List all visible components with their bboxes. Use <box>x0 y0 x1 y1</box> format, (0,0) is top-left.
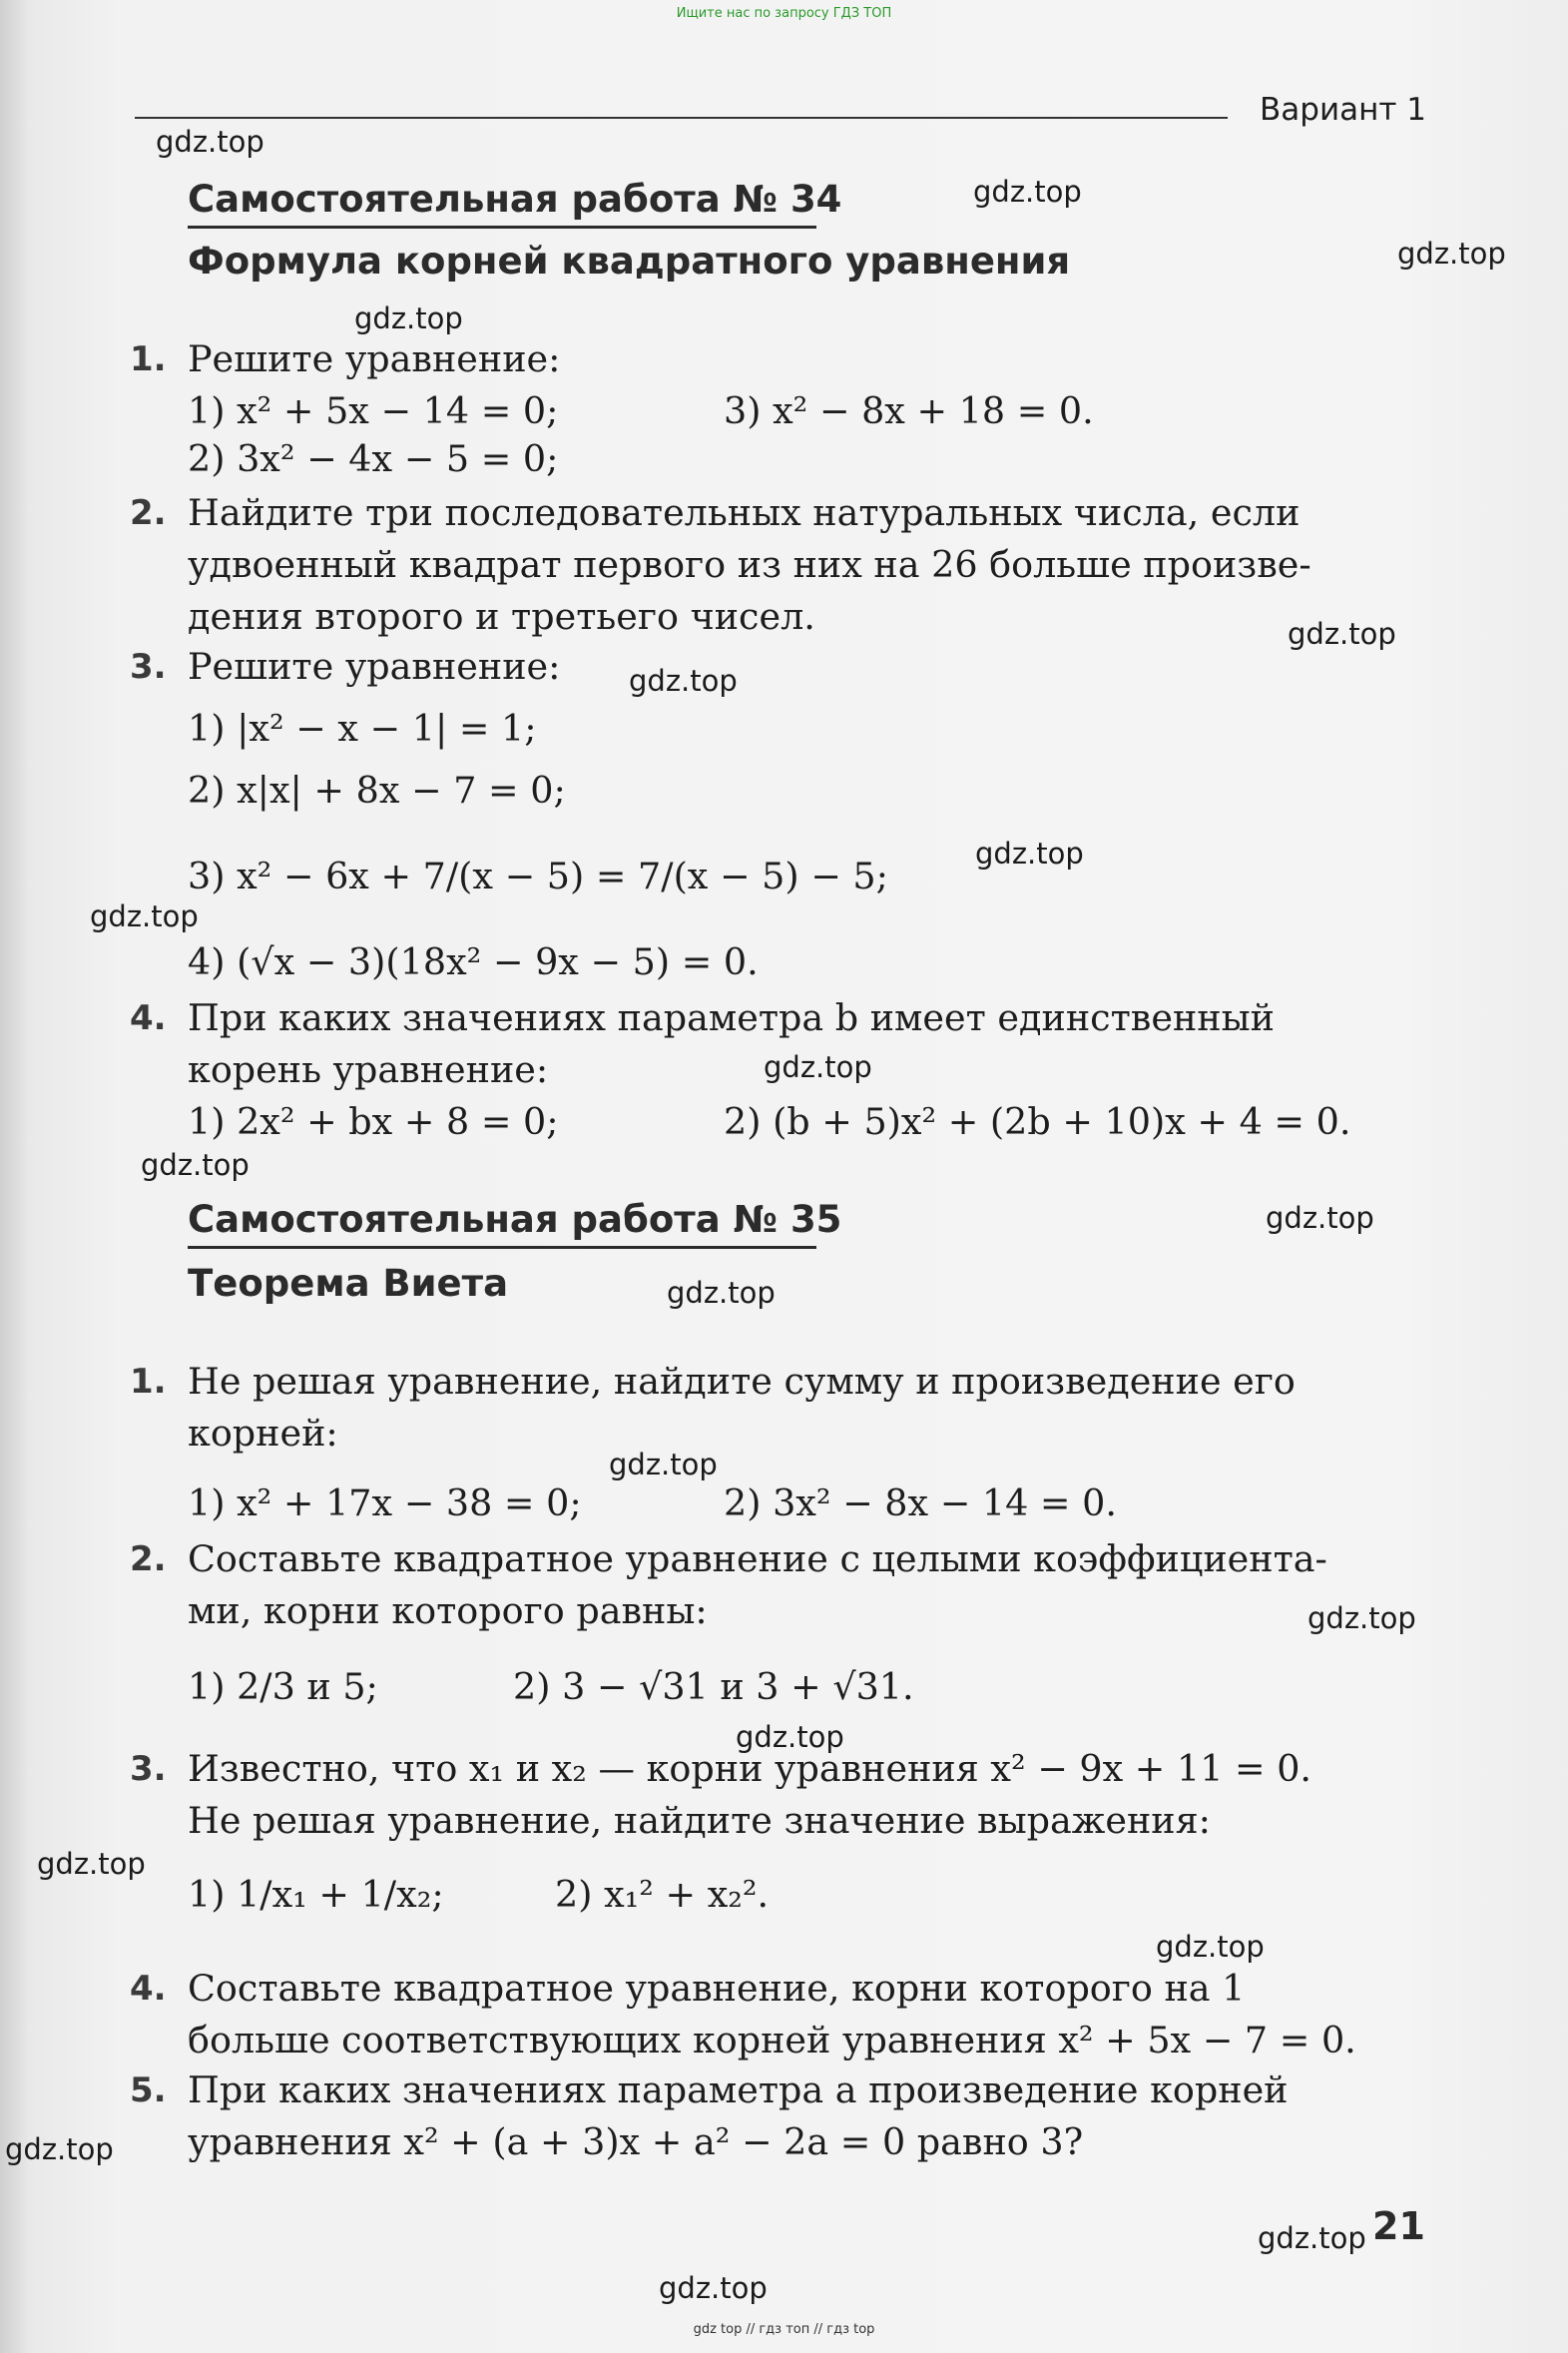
watermark: gdz.top <box>141 1148 250 1182</box>
watermark: gdz.top <box>629 664 738 698</box>
task-text: корней: <box>188 1412 338 1455</box>
task-number: 2. <box>130 493 167 533</box>
bottom-note: gdz top // гдз топ // гдз top <box>693 2322 875 2337</box>
equation-1-2: 2) 3x² − 4x − 5 = 0; <box>188 437 559 480</box>
task-text: Решите уравнение: <box>188 337 561 380</box>
section-35-title: Самостоятельная работа № 35 <box>188 1198 842 1241</box>
header-rule <box>135 117 1228 119</box>
page-number: 21 <box>1372 2204 1425 2248</box>
task-text: Не решая уравнение, найдите сумму и произведение его <box>188 1360 1296 1403</box>
task-text: Составьте квадратное уравнение с целыми коэффициента- <box>188 1537 1327 1580</box>
section-34-subtitle: Формула корней квадратного уравнения <box>188 240 1071 283</box>
watermark: gdz.top <box>973 175 1082 209</box>
task-number: 4. <box>130 1969 167 2009</box>
watermark: gdz.top <box>5 2132 114 2166</box>
watermark: gdz.top <box>736 1720 844 1754</box>
task-number: 4. <box>130 998 167 1038</box>
task-number: 3. <box>130 647 167 687</box>
section-35-rule <box>188 1246 816 1249</box>
equation-1-3: 3) x² − 8x + 18 = 0. <box>724 389 1094 432</box>
expression-35-3-2: 2) x₁² + x₂². <box>555 1873 770 1916</box>
equation-4-2: 2) (b + 5)x² + (2b + 10)x + 4 = 0. <box>724 1100 1351 1143</box>
task-text: При каких значениях параметра b имеет единственный <box>188 996 1275 1039</box>
watermark: gdz.top <box>667 1276 776 1310</box>
watermark: gdz.top <box>1307 1601 1416 1635</box>
expression-35-3-1: 1) 1/x₁ + 1/x₂; <box>188 1873 444 1916</box>
watermark: gdz.top <box>90 899 199 933</box>
variant-label: Вариант 1 <box>1260 92 1426 128</box>
task-text: Известно, что x₁ и x₂ — корни уравнения x² − 9x + 11 = 0. <box>188 1747 1312 1790</box>
equation-3-3: 3) x² − 6x + 7/(x − 5) = 7/(x − 5) − 5; <box>188 855 888 897</box>
section-34-title: Самостоятельная работа № 34 <box>188 178 842 221</box>
watermark: gdz.top <box>1288 617 1396 651</box>
task-text: удвоенный квадрат первого из них на 26 больше произве- <box>188 543 1311 586</box>
equation-3-2: 2) x|x| + 8x − 7 = 0; <box>188 769 566 812</box>
task-text: ми, корни которого равны: <box>188 1589 708 1632</box>
task-text: При каких значениях параметра a произведение корней <box>188 2068 1289 2111</box>
watermark: gdz.top <box>156 125 264 159</box>
task-text: корень уравнение: <box>188 1048 549 1091</box>
equation-3-4: 4) (√x − 3)(18x² − 9x − 5) = 0. <box>188 940 759 983</box>
watermark: gdz.top <box>354 301 463 335</box>
watermark: gdz.top <box>1397 237 1506 271</box>
roots-35-2-1: 1) 2/3 и 5; <box>188 1665 378 1708</box>
watermark: gdz.top <box>975 837 1084 871</box>
task-number: 1. <box>130 339 167 379</box>
watermark: gdz.top <box>609 1448 718 1481</box>
task-text: Решите уравнение: <box>188 645 561 688</box>
section-34-rule <box>188 226 816 229</box>
watermark: gdz.top <box>1156 1930 1265 1964</box>
task-number: 2. <box>130 1539 167 1579</box>
watermark: gdz.top <box>37 1847 146 1881</box>
task-text: Найдите три последовательных натуральных числа, если <box>188 491 1301 534</box>
equation-4-1: 1) 2x² + bx + 8 = 0; <box>188 1100 559 1143</box>
task-text: больше соответствующих корней уравнения x² + 5x − 7 = 0. <box>188 2019 1356 2061</box>
task-text: Не решая уравнение, найдите значение выражения: <box>188 1799 1211 1842</box>
task-number: 1. <box>130 1362 167 1402</box>
section-35-subtitle: Теорема Виета <box>188 1262 509 1305</box>
equation-35-1-1: 1) x² + 17x − 38 = 0; <box>188 1481 582 1524</box>
watermark: gdz.top <box>659 2271 768 2305</box>
equation-3-1: 1) |x² − x − 1| = 1; <box>188 707 537 750</box>
task-text: дения второго и третьего чисел. <box>188 595 815 638</box>
watermark: gdz.top <box>764 1050 872 1084</box>
watermark: gdz.top <box>1266 1201 1374 1235</box>
task-number: 3. <box>130 1749 167 1789</box>
watermark: gdz.top <box>1258 2221 1366 2255</box>
task-text: уравнения x² + (a + 3)x + a² − 2a = 0 равно 3? <box>188 2120 1084 2163</box>
task-number: 5. <box>130 2070 167 2110</box>
equation-35-1-2: 2) 3x² − 8x − 14 = 0. <box>724 1481 1117 1524</box>
task-text: Составьте квадратное уравнение, корни которого на 1 <box>188 1967 1246 2010</box>
roots-35-2-2: 2) 3 − √31 и 3 + √31. <box>513 1665 914 1708</box>
top-note: Ищите нас по запросу ГДЗ ТОП <box>676 6 892 21</box>
equation-1-1: 1) x² + 5x − 14 = 0; <box>188 389 559 432</box>
